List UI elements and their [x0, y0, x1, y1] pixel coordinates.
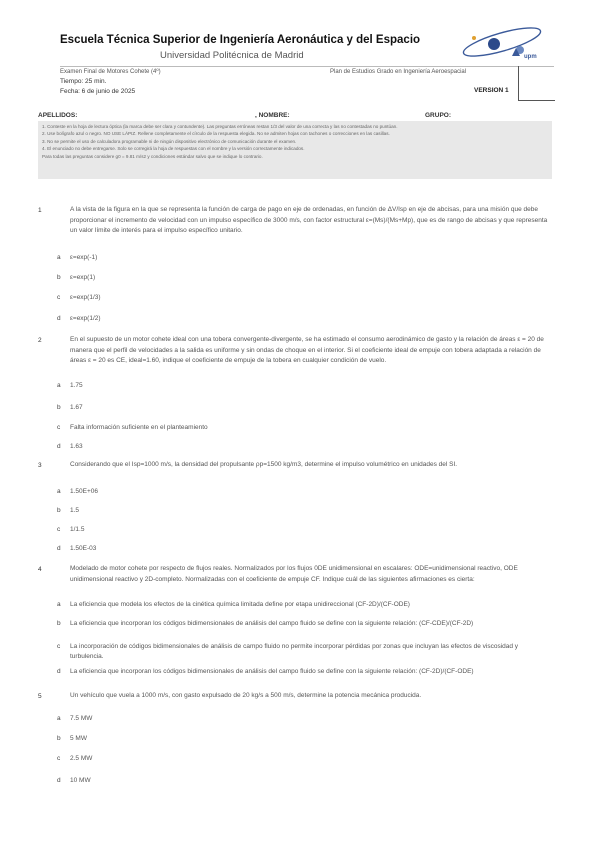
instruction-line: 4. El enunciado no debe entregarse. Solo se corregirá la hoja de respuestas con el nombre y la versión correctamente indicados. [42, 146, 305, 152]
exam-date: Fecha: 6 de junio de 2025 [60, 88, 136, 95]
question-text: Modelado de motor cohete por respecto de flujos reales. Normalizados por los flujos 0DE unidimensional en escalares: ODE=unidimensional reactivo, ODE unidimensional reactivo y 2D-completo. Normalizadas con el coeficiente de empuje CF. Indique cuál de las siguientes afirmaciones es cierta: [70, 565, 518, 583]
option-letter: b [57, 620, 61, 627]
exam-subject: Examen Final de Motores Cohete (4º) [60, 69, 161, 75]
option-text: 2.5 MW [70, 755, 93, 762]
question-number: 4 [38, 566, 42, 573]
option-text: 10 MW [70, 777, 91, 784]
option-text: ε=exp(1/3) [70, 294, 101, 301]
instructions-box [38, 121, 552, 179]
option-letter: d [57, 443, 61, 450]
university-name: Universidad Politécnica de Madrid [160, 50, 304, 61]
exam-course: Plan de Estudios Grado en Ingeniería Aeroespacial [330, 69, 467, 75]
option-letter: b [57, 507, 61, 514]
option-text: 7.5 MW [70, 715, 93, 722]
option-letter: c [57, 643, 61, 650]
option-text: 1/1.5 [70, 526, 85, 533]
question-number: 1 [38, 207, 42, 214]
option-text: 5 MW [70, 735, 87, 742]
nombre-label: , NOMBRE: [255, 112, 290, 119]
option-text: 1.5 [70, 507, 80, 514]
version-label: VERSION 1 [474, 87, 509, 94]
option-text: La eficiencia que modela los efectos de la cinética química limitada define por etapa unidireccional (CF-2D)/(CF-ODE) [70, 601, 410, 608]
option-text: ε=exp(1) [70, 274, 96, 281]
option-letter: a [57, 601, 61, 608]
option-text: Falta información suficiente en el planteamiento [70, 424, 208, 431]
question-text: A la vista de la figura en la que se representa la función de carga de pago en eje de ordenadas, en función de ΔV/Isp en eje de abcisas, para una misión que debe proporcionar el incremento de velocidad con un impulso específico de 3000 m/s, con factor estructural ε=(Ms)/(Ms+Mp), que es de rango de abcisas y que representa un valor límite de interés para el impulso específico unitario. [70, 206, 548, 234]
university-logo [458, 22, 550, 66]
apellidos-label: APELLIDOS: [38, 112, 78, 119]
instruction-line: 3. No se permite el uso de calculadora programable ni de ningún dispositivo electrónico de comunicación durante el examen. [42, 138, 297, 144]
option-letter: c [57, 526, 61, 533]
grupo-label: GRUPO: [425, 112, 451, 119]
option-text: La eficiencia que incorporan los códigos bidimensionales de análisis del campo fluido se define con la siguiente relación: (CF-2D)/(CF-ODE) [70, 668, 474, 675]
option-text: La incorporación de códigos bidimensionales de análisis de campo fluido no permite incorporar pérdidas por zonas que incluyan las efectos de viscosidad y turbulencia. [70, 643, 519, 660]
instruction-line: 2. Use bolígrafo azul o negro. NO USE LÁPIZ. Rellene completamente el círculo de la respuesta elegida. No se admiten hojas con tachones o correcciones en las casillas. [42, 131, 390, 137]
option-text: 1.50E-03 [70, 545, 97, 552]
option-text: 1.63 [70, 443, 83, 450]
option-letter: c [57, 755, 61, 762]
option-letter: d [57, 668, 61, 675]
page-title: Escuela Técnica Superior de Ingeniería Aeronáutica y del Espacio [60, 34, 421, 46]
question-text: En el supuesto de un motor cohete ideal con una tobera convergente-divergente, se ha estimado el consumo aerodinámico de gasto y la relación de áreas ε = 20 de manera que el perfil de velocidades a la salida es uniforme y sin ondas de choque en el interior. Si el coeficiente ideal de empuje con tobera adaptada a relación de áreas ε = 20 es CE, ideal=1.60, indique el coeficiente de empuje de la tobera en cualquier condición de vuelo. [70, 336, 544, 364]
logo-text: upm [524, 54, 537, 60]
option-letter: b [57, 274, 61, 281]
question-number: 5 [38, 693, 42, 700]
version-box [518, 66, 555, 101]
option-text: ε=exp(-1) [70, 254, 98, 261]
option-letter: b [57, 404, 61, 411]
question-number: 2 [38, 337, 42, 344]
option-letter: d [57, 777, 61, 784]
question-text: Considerando que el Isp=1000 m/s, la densidad del propulsante ρp=1500 kg/m3, determine el impulso volumétrico en unidades del SI. [70, 461, 458, 468]
question-text: Un vehículo que vuela a 1000 m/s, con gasto expulsado de 20 kg/s a 500 m/s, determine la potencia mecánica producida. [70, 692, 422, 699]
option-letter: d [57, 315, 61, 322]
option-letter: d [57, 545, 61, 552]
option-letter: a [57, 715, 61, 722]
instruction-line: 1. Conteste en la hoja de lectura óptica (la marca debe ser clara y contundente). Las preguntas erróneas restan 1/3 del valor de una correcta y las no contestadas no puntúan. [42, 124, 398, 129]
option-text: 1.67 [70, 404, 83, 411]
option-letter: a [57, 254, 61, 261]
header-rule-top [60, 66, 554, 67]
exam-time: Tiempo: 25 min. [60, 78, 107, 85]
option-letter: c [57, 294, 61, 301]
option-text: 1.50E+06 [70, 488, 99, 495]
question-number: 3 [38, 462, 42, 469]
option-text: 1.75 [70, 382, 83, 389]
option-letter: c [57, 424, 61, 431]
option-letter: b [57, 735, 61, 742]
option-letter: a [57, 382, 61, 389]
instruction-line: Para todas las preguntas considere g0 = 9.81 m/s2 y condiciones estándar salvo que se indique lo contrario. [42, 153, 263, 159]
option-letter: a [57, 488, 61, 495]
option-text: ε=exp(1/2) [70, 315, 101, 322]
option-text: La eficiencia que incorporan los códigos bidimensionales de análisis del campo fluido se define con la siguiente relación: (CF-CDE)/(CF-2D) [70, 620, 474, 627]
